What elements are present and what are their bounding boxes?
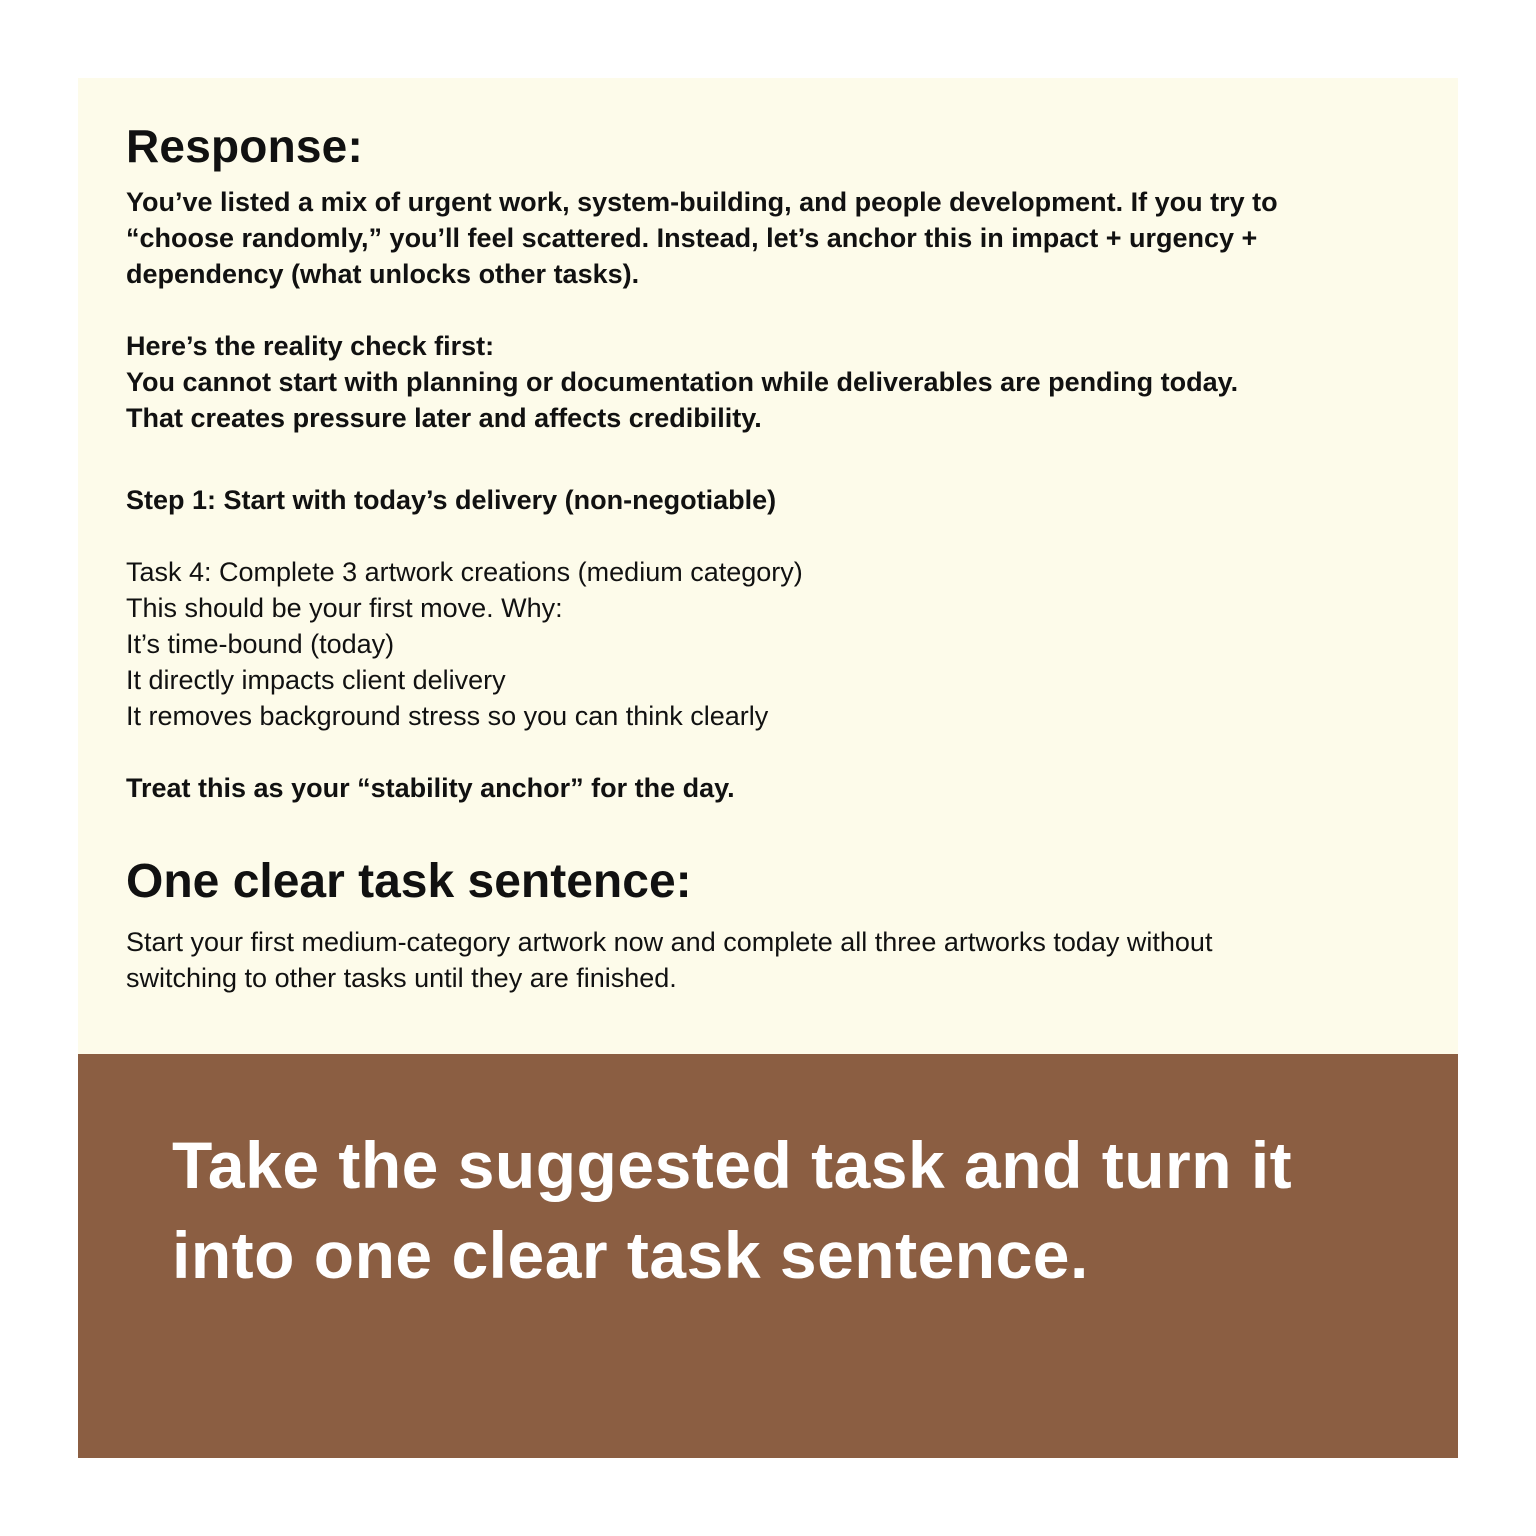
intro-paragraph: [126, 184, 1410, 292]
stability-anchor-line: Treat this as your “stability anchor” for the day.: [126, 773, 735, 803]
intro-line: “choose randomly,” you’ll feel scattered. Instead, let’s anchor this in impact + urgency +: [126, 223, 1258, 253]
task-line: Task 4: Complete 3 artwork creations (medium category): [126, 557, 803, 587]
intro-line: dependency (what unlocks other tasks).: [126, 259, 640, 289]
task-details: [126, 554, 1410, 734]
task-line: It removes background stress so you can think clearly: [126, 701, 769, 731]
step1-title: Step 1: Start with today’s delivery (non-negotiable): [126, 485, 777, 515]
content-card: [78, 78, 1458, 1458]
task-sentence-line: Start your first medium-category artwork now and complete all three artworks today without: [126, 927, 1213, 957]
reality-line: You cannot start with planning or documentation while deliverables are pending today.: [126, 367, 1239, 397]
task-line: This should be your first move. Why:: [126, 593, 563, 623]
reality-line: Here’s the reality check first:: [126, 331, 495, 361]
call-to-action-text: [172, 1120, 1398, 1300]
task-line: It’s time-bound (today): [126, 629, 395, 659]
intro-line: You’ve listed a mix of urgent work, system-building, and people development. If you try to: [126, 187, 1278, 217]
task-sentence: [126, 924, 1410, 996]
task-sentence-line: switching to other tasks until they are finished.: [126, 963, 677, 993]
cta-line: into one clear task sentence.: [172, 1218, 1089, 1292]
task-line: It directly impacts client delivery: [126, 665, 506, 695]
response-panel: [78, 78, 1458, 1054]
task-sentence-heading: One clear task sentence:: [126, 855, 692, 908]
reality-check-paragraph: [126, 328, 1410, 436]
reality-line: That creates pressure later and affects credibility.: [126, 403, 762, 433]
cta-line: Take the suggested task and turn it: [172, 1128, 1293, 1202]
call-to-action-panel: [78, 1054, 1458, 1458]
response-heading: Response:: [126, 120, 363, 172]
